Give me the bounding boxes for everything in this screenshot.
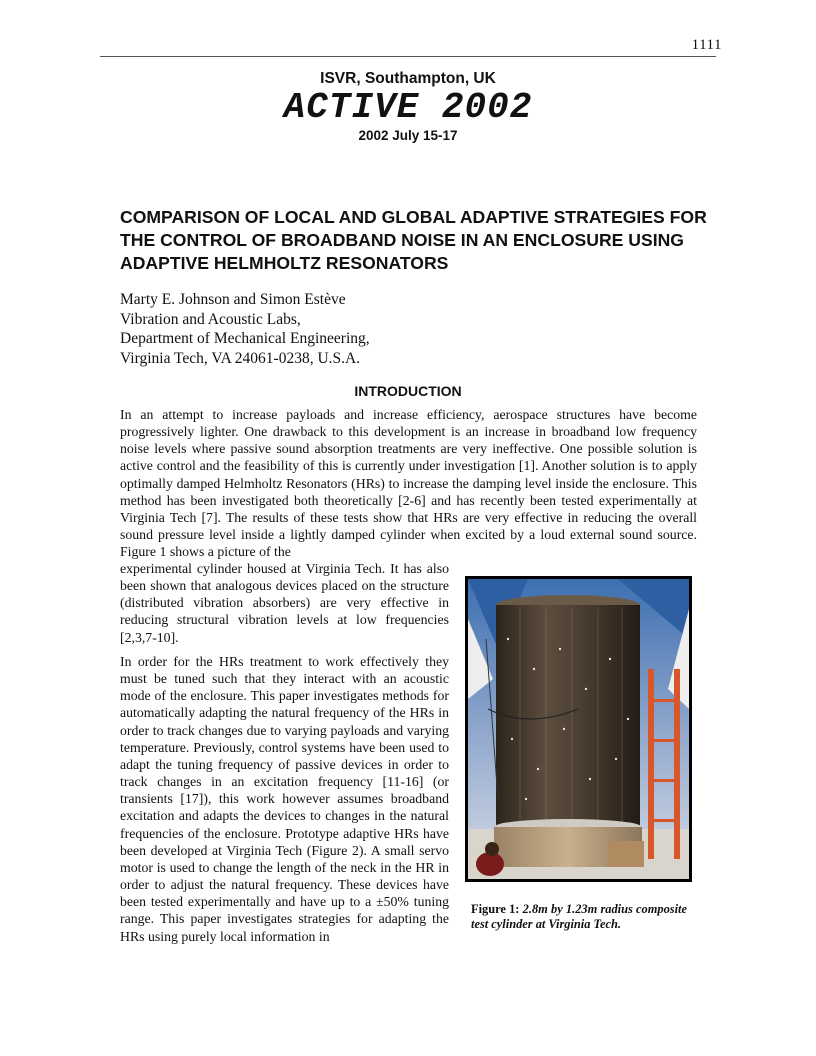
paper-title: COMPARISON OF LOCAL AND GLOBAL ADAPTIVE STRATEGIES FOR THE CONTROL OF BROADBAND NOISE IN AN ENCLOSURE USING ADAPTIVE HELMHOLTZ RESONATORS (120, 207, 707, 273)
conference-name: ACTIVE 2002 (283, 87, 533, 128)
page-number: 1111 (691, 37, 722, 53)
figure-1-label: Figure 1: (471, 902, 520, 916)
figure-1-caption-text: 2.8m by 1.23m radius composite test cylinder at Virginia Tech. (471, 902, 687, 932)
author-department: Department of Mechanical Engineering, (120, 330, 370, 347)
author-names: Marty E. Johnson and Simon Estève (120, 291, 346, 308)
section-heading-introduction: INTRODUCTION (354, 383, 462, 399)
author-lab: Vibration and Acoustic Labs, (120, 310, 301, 328)
author-block (120, 290, 540, 368)
intro-paragraph-1: In an attempt to increase payloads and increase efficiency, aerospace structures have become progressively lighter. One drawback to this development is an increase in broadband low frequency noise levels where passive sound absorption treatments are very ineffective. One possible solution is active control and the feasibility of this is currently under investigation [1]. Another solution is to apply optimally damped Helmholtz Resonators (HRs) to increase the damping level inside the enclosure. This method has been investigated both theoretically [2-6] and has recently been tested experimentally at Virginia Tech [7]. The results of these tests show that HRs are very effective in reducing the overall sound pressure level inside a lightly damped cylinder when excited by a loud external sound source. Figure 1 shows a picture of the (120, 407, 697, 560)
intro-paragraph-2: In order for the HRs treatment to work effectively they must be tuned such that they interact with an acoustic mode of the enclosure. This paper investigates methods for automatically adapting the natural frequency of the HRs in order to track changes due to varying payloads and varying temperature. Previously, control systems have been used to adapt the tuning frequency of passive devices in order to track changes in an excitation frequency [11-16] (or transients [17]), this work however assumes broadband excitation and adapts the devices to changes in the natural frequencies of the enclosure. Prototype adaptive HRs have been developed at Virginia Tech (Figure 2). A small servo motor is used to change the length of the neck in the HR in order to adjust the natural frequency. These devices have been tested experimentally and have up to a ±50% tuning range. This paper investigates strategies for adapting the HRs using purely local information in (120, 654, 449, 944)
conference-dates: 2002 July 15-17 (358, 128, 458, 143)
test-cylinder-illustration (468, 579, 689, 879)
figure-1-photo (465, 576, 692, 882)
conference-header (100, 70, 716, 144)
header-rule (100, 56, 716, 57)
intro-paragraph-1-continuation: experimental cylinder housed at Virginia Tech. It has also been shown that analogous devices placed on the structure (distributed vibration absorbers) are very effective in reducing structural vibration levels at low frequencies [2,3,7-10]. (120, 561, 449, 645)
figure-1-caption (471, 902, 687, 933)
author-address: Virginia Tech, VA 24061-0238, U.S.A. (120, 349, 361, 367)
conference-location: ISVR, Southampton, UK (320, 70, 496, 87)
